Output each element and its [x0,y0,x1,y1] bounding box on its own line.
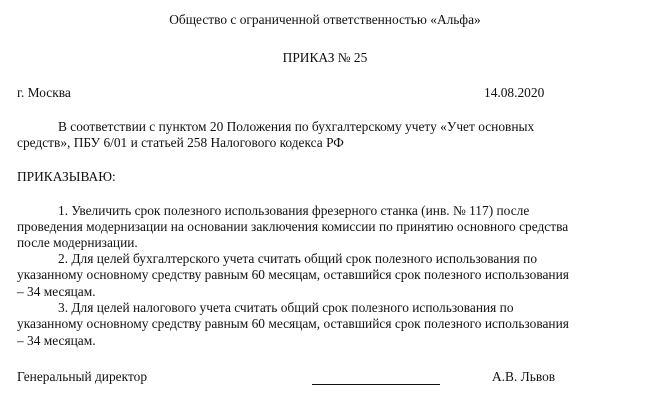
city: г. Москва [17,85,71,100]
order-item-line: – 34 месяцам. [17,284,96,299]
order-item-line: 2. Для целей бухгалтерского учета считать общий срок полезного использования по [58,251,538,266]
organization-name: Общество с ограниченной ответственностью «Альфа» [169,12,481,27]
signatory-name: А.В. Львов [492,369,556,384]
order-word: ПРИКАЗЫВАЮ: [17,169,116,184]
order-item-line: 1. Увеличить срок полезного использования фрезерного станка (инв. № 117) после [58,203,530,218]
order-item-line: после модернизации. [17,235,138,250]
order-item-line: указанному основному средству равным 60 месяцам, оставшийся срок полезного использования [17,267,569,282]
signature-line [312,384,440,385]
document-date: 14.08.2020 [484,85,545,100]
order-item-line: проведения модернизации на основании заключения комиссии по принятию основного средства [17,219,569,234]
preamble-line: В соответствии с пунктом 20 Положения по бухгалтерскому учету «Учет основных [58,119,535,134]
order-item-line: – 34 месяцам. [17,333,96,348]
preamble-line: средств», ПБУ 6/01 и статьей 258 Налогового кодекса РФ [17,135,344,150]
signatory-position: Генеральный директор [17,369,148,384]
document-title: ПРИКАЗ № 25 [282,50,368,65]
order-item-line: указанному основному средству равным 60 месяцам, оставшийся срок полезного использования [17,316,569,331]
order-item-line: 3. Для целей налогового учета считать общий срок полезного использования по [58,300,514,315]
